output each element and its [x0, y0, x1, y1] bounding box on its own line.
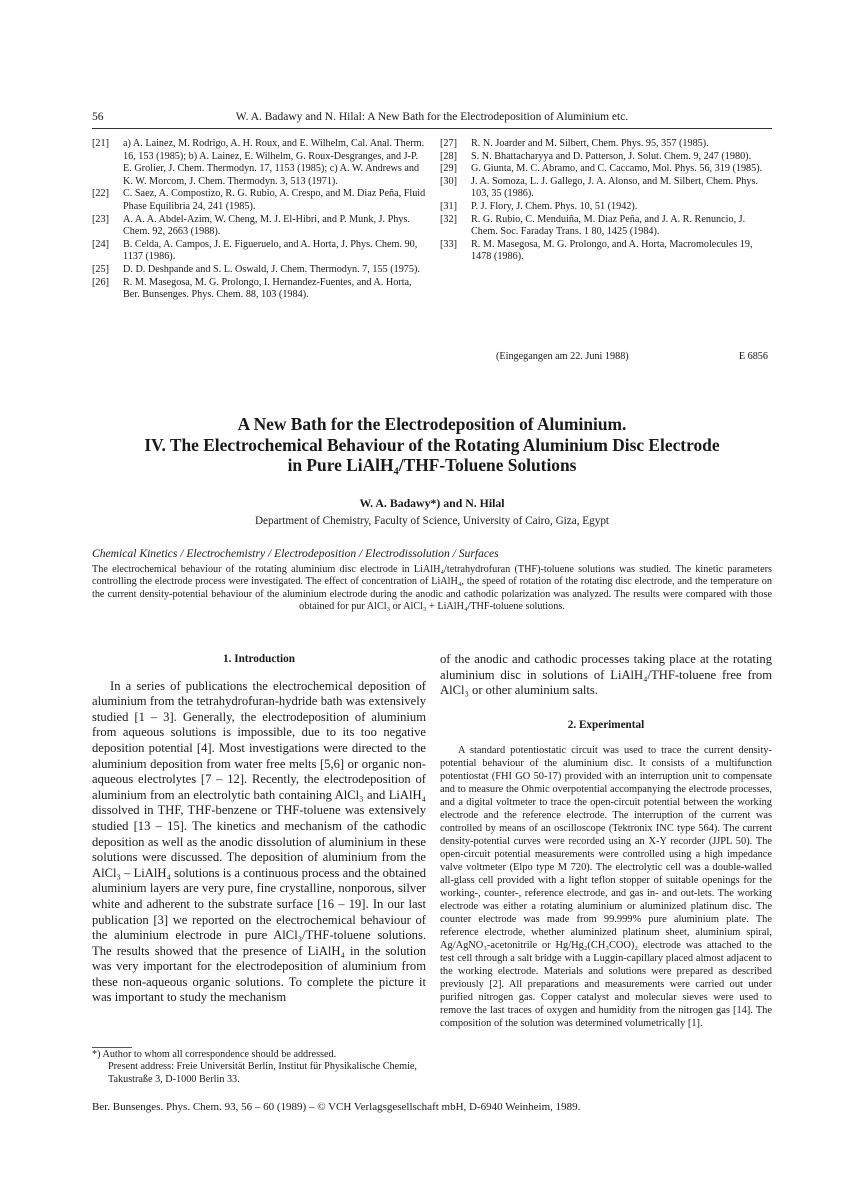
- journal-citation-footer: Ber. Bunsenges. Phys. Chem. 93, 56 – 60 (1989) – © VCH Verlagsgesellschaft mbH, D-6940 Weinheim, 1989.: [92, 1101, 581, 1113]
- title-line: A New Bath for the Electrodeposition of Aluminium.: [237, 414, 627, 434]
- reference-item: [92, 264, 428, 277]
- reference-text: P. J. Flory, J. Chem. Phys. 10, 51 (1942).: [471, 200, 638, 212]
- reference-text: J. A. Somoza, L. J. Gallego, J. A. Alonso, and M. Silbert, Chem. Phys. 103, 35 (1986).: [471, 175, 758, 200]
- reference-number: [33]: [440, 238, 457, 250]
- footnote-line: *) Author to whom all correspondence should be addressed.: [92, 1049, 337, 1060]
- reference-item: [92, 188, 428, 213]
- reference-text: B. Celda, A. Campos, J. E. Figueruelo, and A. Horta, J. Phys. Chem. 90, 1137 (1986).: [123, 238, 418, 263]
- footnote-rule: [92, 1047, 132, 1048]
- reference-text: S. N. Bhattacharyya and D. Patterson, J. Solut. Chem. 9, 247 (1980).: [471, 150, 752, 162]
- body-paragraph: A standard potentiostatic circuit was used to trace the current density-potential behaviour of the aluminium disc. It consists of a multifunction potentiostat (FHI GO 50-17) provided with an interruption unit to compensate and to measure the Ohmic overpotential accompanying the electrode processes, and a digital voltmeter to trace the open-circuit potential between the working electrode and the reference electrode. The interruption of the current was controlled by means of an oscilloscope (Tektronix INC type 564). The current density-potential curves were recorded using an X-Y recorder (JJPL 50). The open-circuit potential measurements were controlled using a high impedance valve voltmeter (Elpo type M 720). The electrolytic cell was a double-walled all-glass cell provided with a light teflon stopper of suitable openings for the working-, counter-, reference electrode, and gas in- and out-lets. The working electrode was either a rotating aluminium or aluminized platinum disc. The counter electrode was made from 99.999% pure aluminium plate. The reference electrode, whether aluminized platinum sheet, aluminium spiral, Ag/AgNO₃-acetonitrile or Hg/Hg₂(CH₃COO)₂ electrode was attached to the test cell through a salt bridge with a Luggin-capillary placed almost adjacent to the working electrode. Materials and solutions were prepared as described previously [2]. All preparations and measurements were carried out under purified nitrogen gas. Copper catalyst and molecular sieves were used to remove the last traces of oxygen and humidity from the nitrogen gas [14]. The composition of the solution was determined volumetrically [1].: [440, 745, 772, 1030]
- author-line: W. A. Badawy*) and N. Hilal: [359, 496, 505, 510]
- manuscript-code: E 6856: [738, 351, 768, 362]
- body-right-column: [440, 652, 772, 1030]
- reference-item: [92, 214, 428, 239]
- references-left-column: [92, 138, 428, 302]
- reference-number: [24]: [92, 238, 109, 250]
- reference-text: R. M. Masegosa, M. G. Prolongo, and A. Horta, Macromolecules 19, 1478 (1986).: [471, 238, 753, 263]
- reference-number: [32]: [440, 213, 457, 225]
- reference-number: [22]: [92, 188, 109, 200]
- reference-text: C. Saez, A. Compostizo, R. G. Rubio, A. Crespo, and M. Diaz Peña, Fluid Phase Equilibria 24, 241 (1985).: [123, 188, 426, 212]
- reference-item: [440, 138, 772, 151]
- reference-number: [30]: [440, 175, 457, 187]
- reference-number: [23]: [92, 213, 109, 225]
- reference-number: [25]: [92, 263, 109, 275]
- body-left-column: [92, 652, 426, 1006]
- abstract: The electrochemical behaviour of the rotating aluminium disc electrode in LiAlH₄/tetrahydrofuran (THF)-toluene solutions was studied. The kinetic parameters controlling the electrode process were investigated. The effect of concentration of LiAlH₄, the speed of rotation of the rotating disc electrode, and the temperature on the current density-potential behaviour of the aluminium electrode during the anodic and cathodic polarization was analyzed. The results were compared with those obtained for pur AlCl₃ or AlCl₃ + LiAlH₄/THF-toluene solutions.: [92, 564, 772, 613]
- reference-item: [440, 176, 772, 201]
- reference-text: R. N. Joarder and M. Silbert, Chem. Phys. 95, 357 (1985).: [471, 138, 709, 149]
- reference-number: [21]: [92, 138, 109, 149]
- reference-item: [92, 277, 428, 302]
- header-rule: [92, 128, 772, 129]
- received-date: (Eingegangen am 22. Juni 1988): [496, 351, 629, 362]
- reference-text: A. A. A. Abdel-Azim, W. Cheng, M. J. El-Hibri, and P. Munk, J. Phys. Chem. 92, 2663 (1988).: [123, 213, 410, 238]
- reference-text: a) A. Lainez, M. Rodrigo, A. H. Roux, and E. Wilhelm, Cal. Anal. Therm. 16, 153 (1985); b) A. Lainez, E. Wilhelm, G. Roux-Desgranges, and J-P. E. Grolier, J. Chem. Thermodyn. 17, 1153 (1985); c) A. W. Andrews and K. W. Morcom, J. Chem. Thermodyn. 3, 513 (1971).: [123, 138, 425, 187]
- article-title: [92, 414, 772, 476]
- running-header: [92, 111, 772, 129]
- reference-item: [92, 239, 428, 264]
- references-right-column: [440, 138, 772, 264]
- reference-item: [440, 214, 772, 239]
- reference-number: [26]: [92, 276, 109, 288]
- body-paragraph: of the anodic and cathodic processes taking place at the rotating aluminium disc in solutions of LiAlH₄/THF-toluene free from AlCl₃ or other aluminium salts.: [440, 652, 772, 698]
- keywords: Chemical Kinetics / Electrochemistry / Electrodeposition / Electrodissolution / Surfaces: [92, 547, 499, 560]
- reference-item: [440, 151, 772, 164]
- body-paragraph: In a series of publications the electrochemical deposition of aluminium from the tetrahydrofuran-hydride bath was extensively studied [1 – 3]. Generally, the electrodeposition of aluminium from aqueous solutions is impossible, due to its too negative deposition potential [4]. Most investigations were directed to the aluminium deposition from water free melts [5,6] or organic non-aqueous electrolytes [7 – 12]. Recently, the electrodeposition of aluminium from an electrolytic bath containing AlCl₃ and LiAlH₄ dissolved in THF, THF-benzene or THF-toluene was extensively studied [13 – 15]. The kinetics and mechanism of the cathodic deposition as well as the anodic dissolution of aluminium in these solutions were discussed. The deposition of aluminium from the AlCl₃ – LiAlH₄ solutions is a continuous process and the obtained aluminium layers are very pure, fine crystalline, nonporous, silver white and adherent to the substrate surface [16 – 19]. In our last publication [3] we reported on the electrochemical behaviour of the aluminium electrode in pure AlCl₃/THF-toluene solutions. The results showed that the presence of LiAlH₄ in the solution was very important for the electrodeposition of aluminium from these non-aqueous organic solutions. To complete the picture it was important to study the mechanism: [92, 678, 426, 1005]
- reference-item: [440, 163, 772, 176]
- running-title: W. A. Badawy and N. Hilal: A New Bath for the Electrodeposition of Aluminium etc.: [235, 111, 629, 123]
- title-line: in Pure LiAlH₄/THF-Toluene Solutions: [287, 455, 577, 475]
- footnote-address: Present address: Freie Universität Berlin, Institut für Physikalische Chemie, Takustraße 3, D-1000 Berlin 33.: [108, 1061, 417, 1085]
- reference-number: [28]: [440, 150, 457, 162]
- reference-text: R. M. Masegosa, M. G. Prolongo, I. Hernandez-Fuentes, and A. Horta, Ber. Bunsenges. Phys. Chem. 88, 103 (1984).: [123, 276, 412, 301]
- reference-item: [440, 239, 772, 264]
- reference-text: G. Giunta, M. C. Abramo, and C. Caccamo, Mol. Phys. 56, 319 (1985).: [471, 163, 763, 175]
- affiliation: Department of Chemistry, Faculty of Science, University of Cairo, Giza, Egypt: [254, 515, 610, 527]
- footnote: [92, 1049, 428, 1086]
- reference-number: [31]: [440, 200, 457, 212]
- reference-item: [440, 201, 772, 214]
- section-heading: 2. Experimental: [567, 718, 645, 731]
- reference-text: R. G. Rubio, C. Menduiña, M. Diaz Peña, and J. A. R. Renuncio, J. Chem. Soc. Faraday Trans. 1 80, 1425 (1984).: [471, 213, 746, 238]
- reference-number: [27]: [440, 138, 457, 149]
- reference-text: D. D. Deshpande and S. L. Oswald, J. Chem. Thermodyn. 7, 155 (1975).: [123, 263, 420, 275]
- title-line: IV. The Electrochemical Behaviour of the Rotating Aluminium Disc Electrode: [144, 434, 720, 455]
- reference-item: [92, 138, 428, 188]
- page-number: 56: [92, 111, 104, 123]
- section-heading: 1. Introduction: [223, 653, 295, 665]
- reference-number: [29]: [440, 163, 457, 175]
